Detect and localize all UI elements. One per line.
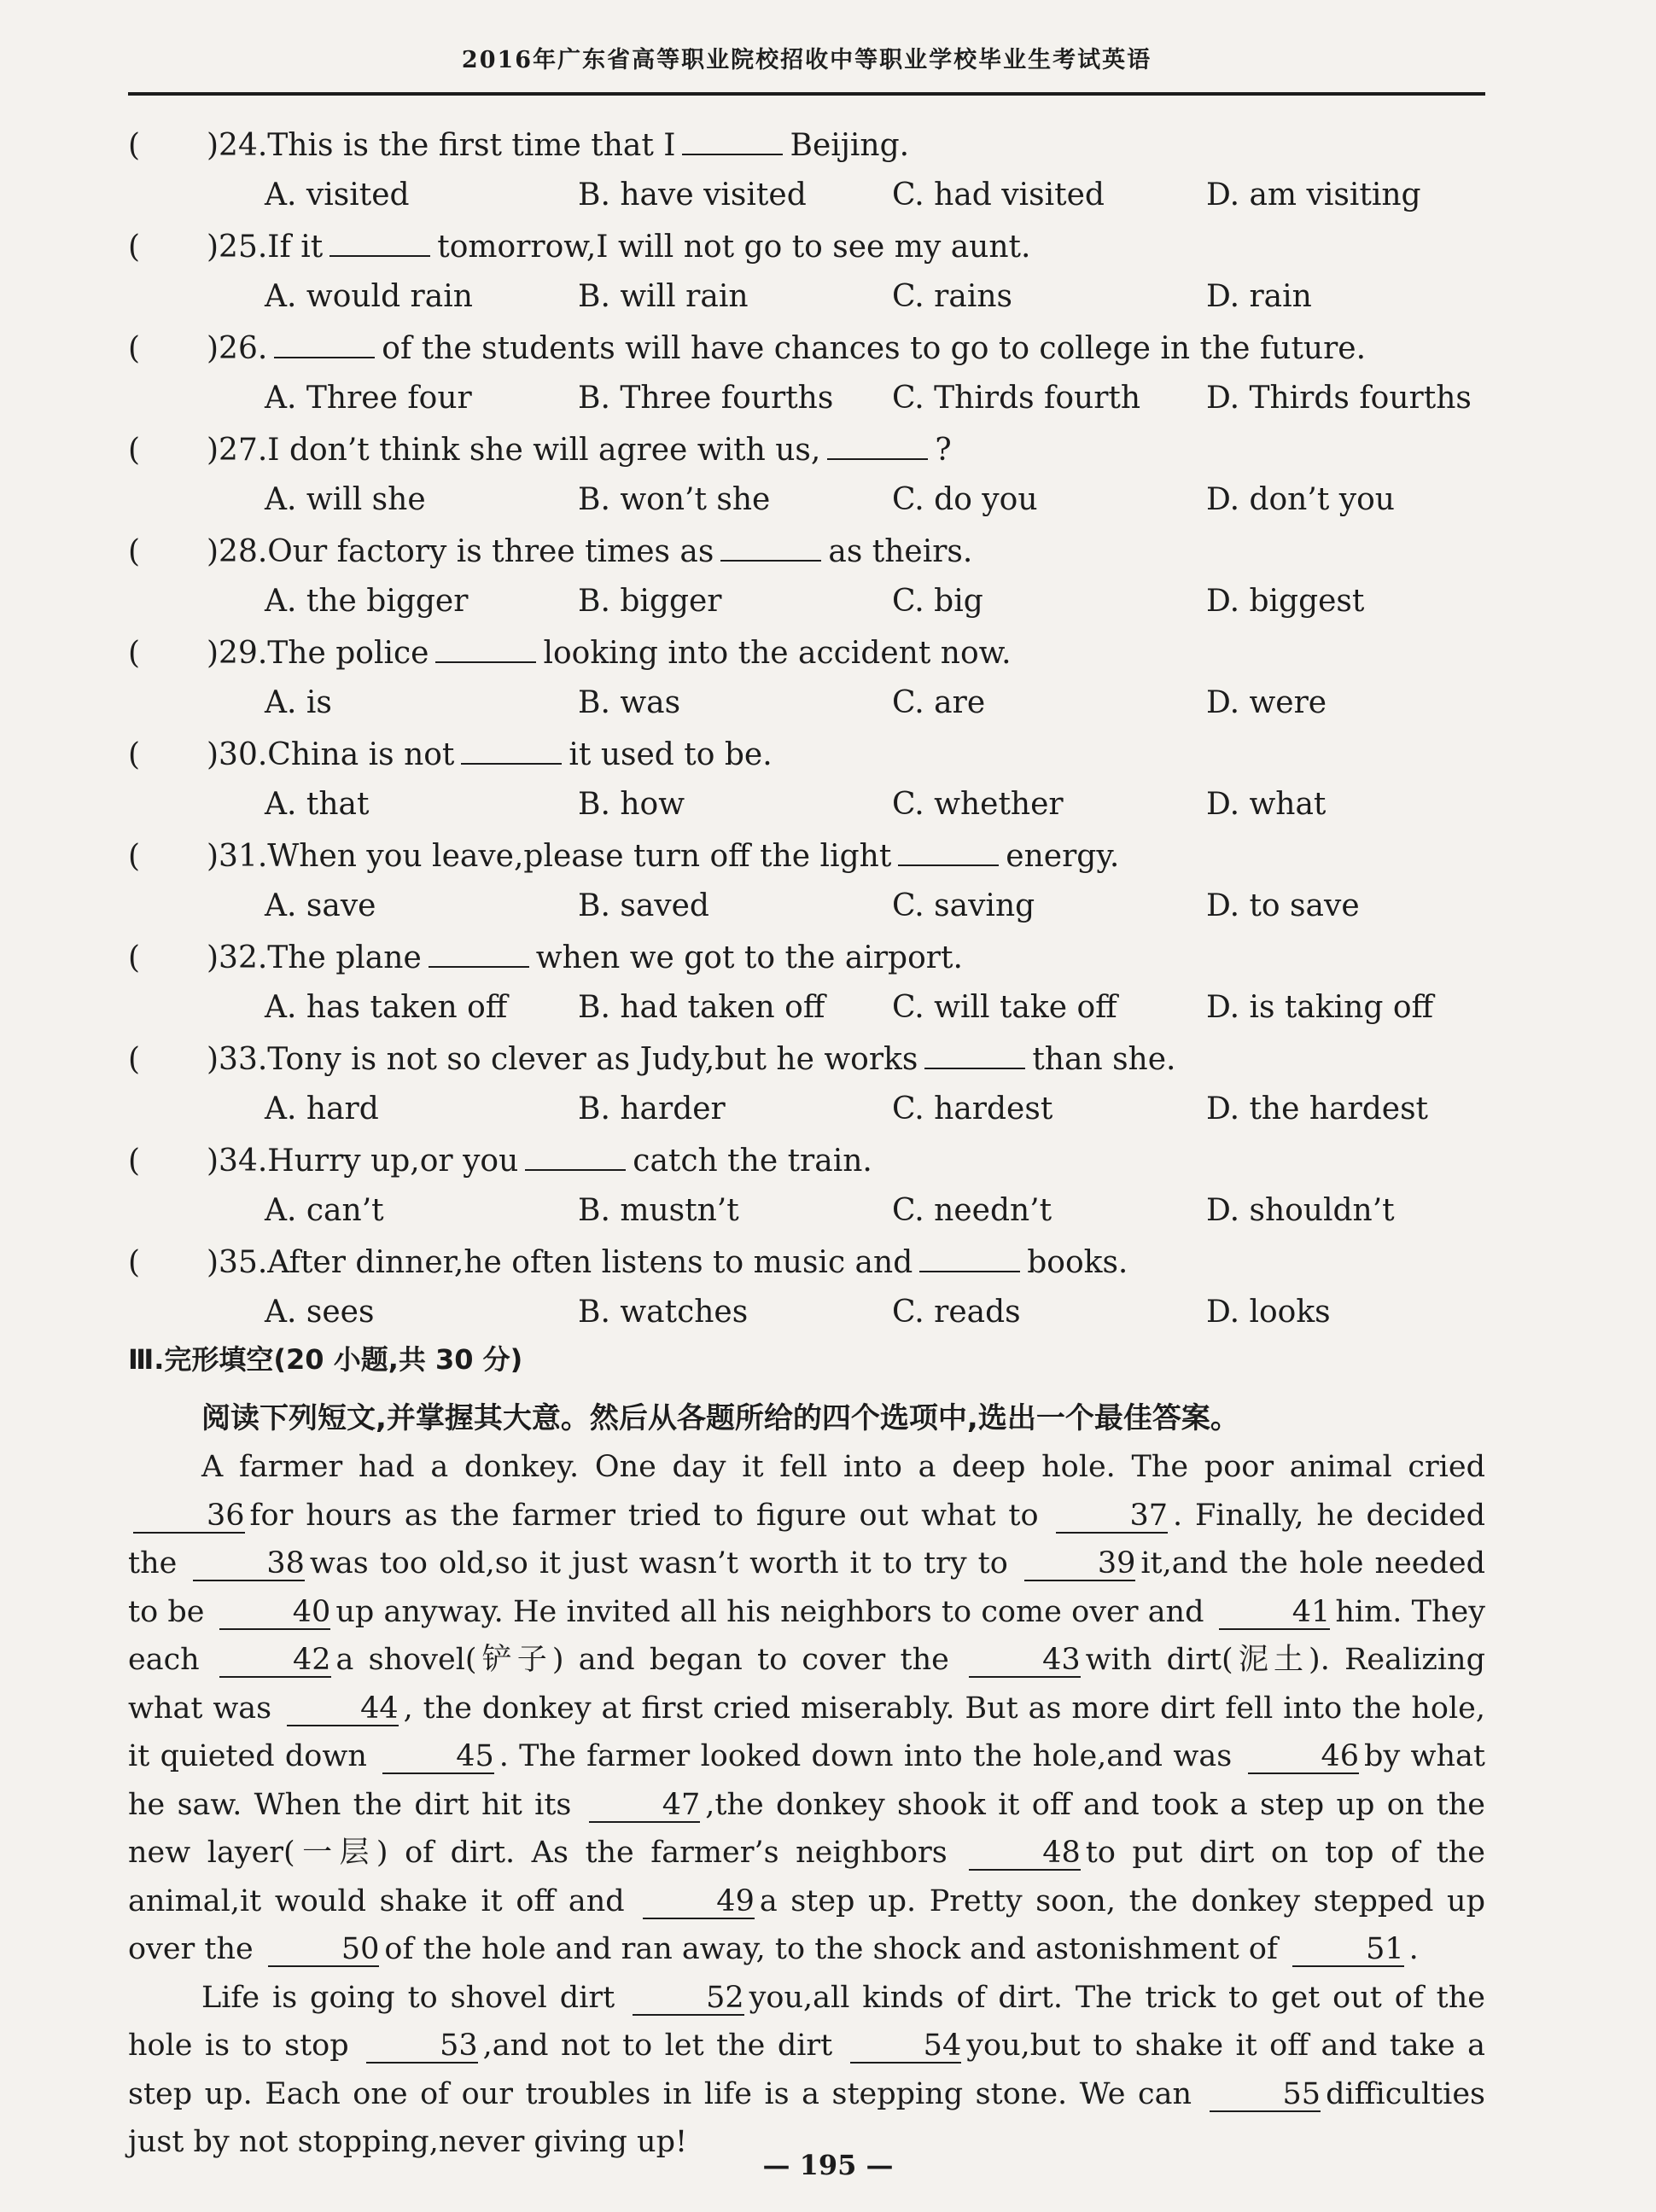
question-item (128, 1042, 1485, 1144)
answer-option[interactable]: A. sees (265, 1295, 375, 1330)
cloze-blank[interactable]: 48 (969, 1837, 1081, 1871)
cloze-blank[interactable]: 41 (1219, 1596, 1331, 1630)
question-item (128, 839, 1485, 940)
question-text-before-blank: If it (267, 230, 324, 265)
question-item (128, 1245, 1485, 1347)
passage-text: by what he saw. When the dirt hit its (128, 1739, 1485, 1822)
answer-paren[interactable]: ( (128, 839, 141, 874)
answer-option[interactable]: D. what (1206, 787, 1327, 822)
cloze-blank[interactable]: 53 (366, 2029, 478, 2064)
answer-option[interactable]: A. that (265, 787, 370, 822)
answer-option[interactable]: B. Three fourths (578, 381, 834, 416)
question-item (128, 534, 1485, 636)
cloze-blank[interactable]: 45 (382, 1740, 494, 1774)
question-text-after-blank: ? (935, 433, 952, 468)
passage-text: . (1408, 1932, 1419, 1966)
question-text-before-blank: I don’t think she will agree with us, (267, 433, 821, 468)
fill-in-blank[interactable] (461, 739, 562, 765)
answer-option[interactable]: D. Thirds fourths (1206, 381, 1472, 416)
fill-in-blank[interactable] (274, 333, 375, 358)
cloze-blank[interactable]: 39 (1024, 1547, 1136, 1581)
cloze-blank[interactable]: 50 (268, 1933, 380, 1967)
question-item (128, 230, 1485, 331)
answer-option[interactable]: A. has taken off (265, 990, 508, 1025)
answer-paren[interactable]: ( (128, 128, 141, 163)
question-text-before-blank: The plane (267, 940, 422, 975)
question-number: )34. (207, 1144, 268, 1179)
passage-text: up anyway. He invited all his neighbors to come over and (335, 1594, 1204, 1629)
answer-option[interactable]: B. watches (578, 1295, 749, 1330)
answer-option[interactable]: A. is (265, 685, 332, 720)
answer-option[interactable]: A. will she (265, 482, 426, 517)
cloze-blank[interactable]: 44 (287, 1692, 399, 1726)
question-text-after-blank: energy. (1006, 839, 1120, 874)
answer-option[interactable]: D. the hardest (1206, 1091, 1429, 1126)
cloze-section (128, 1338, 1485, 2167)
question-text-after-blank: when we got to the airport. (535, 940, 963, 975)
answer-option[interactable]: A. would rain (265, 279, 473, 314)
question-text-before-blank: After dinner,he often listens to music and (267, 1245, 913, 1280)
section-instruction: 阅读下列短文,并掌握其大意。然后从各题所给的四个选项中,选出一个最佳答案。 (201, 1401, 1239, 1435)
answer-option[interactable]: D. is taking off (1206, 990, 1434, 1025)
answer-option[interactable]: B. bigger (578, 584, 722, 619)
answer-option[interactable]: C. big (892, 584, 983, 619)
question-stem (128, 1245, 1128, 1280)
answer-option[interactable]: A. save (265, 888, 376, 923)
question-text-after-blank: catch the train. (633, 1144, 872, 1179)
answer-paren[interactable]: ( (128, 1245, 141, 1280)
question-stem (128, 433, 952, 468)
answer-option[interactable]: C. are (892, 685, 986, 720)
passage-text: you,all kinds of dirt. The trick to get out of the hole is to stop (128, 1980, 1485, 2063)
question-item (128, 636, 1485, 737)
question-number: )27. (207, 433, 268, 468)
question-number: )24. (207, 128, 268, 163)
cloze-blank[interactable]: 38 (193, 1547, 305, 1581)
question-item (128, 940, 1485, 1042)
question-text-after-blank: books. (1027, 1245, 1128, 1280)
answer-option[interactable]: A. can’t (265, 1193, 384, 1228)
passage-text: Life is going to shovel dirt (201, 1980, 615, 2015)
answer-option[interactable]: B. have visited (578, 178, 807, 212)
answer-paren[interactable]: ( (128, 1042, 141, 1077)
answer-option[interactable]: C. do you (892, 482, 1038, 517)
page-number: — 195 — (762, 2149, 894, 2181)
passage-text: . Finally, he decided the (128, 1498, 1485, 1580)
question-stem (128, 128, 909, 163)
fill-in-blank[interactable] (919, 1247, 1020, 1272)
fill-in-blank[interactable] (682, 130, 783, 155)
cloze-blank[interactable]: 40 (219, 1596, 331, 1630)
question-number: )28. (207, 534, 268, 569)
passage-text: you,but to shake it off and take a step up. Each one of our troubles in life is a stepping stone. We can (128, 2029, 1485, 2111)
question-text-before-blank: Tony is not so clever as Judy,but he works (267, 1042, 918, 1077)
answer-option[interactable]: D. looks (1206, 1295, 1331, 1330)
answer-option[interactable]: B. won’t she (578, 482, 771, 517)
passage-text: A farmer had a donkey. One day it fell into a deep hole. The poor animal cried (201, 1450, 1485, 1484)
question-number: )30. (207, 737, 268, 772)
answer-option[interactable]: D. shouldn’t (1206, 1193, 1395, 1228)
question-number: )35. (207, 1245, 268, 1280)
passage-text: for hours as the farmer tried to figure out what to (249, 1498, 1039, 1533)
answer-option[interactable]: C. reads (892, 1295, 1021, 1330)
passage-text: . The farmer looked down into the hole,and was (499, 1739, 1233, 1773)
answer-option[interactable]: B. mustn’t (578, 1193, 739, 1228)
passage-text: of the hole and ran away, to the shock and astonishment of (384, 1932, 1278, 1966)
answer-option[interactable]: A. Three four (265, 381, 472, 416)
question-stem (128, 636, 1012, 671)
passage-text: it,and the hole needed to be (128, 1546, 1485, 1629)
passage-paragraph-2 (128, 1974, 1485, 2167)
question-stem (128, 940, 963, 975)
answer-option[interactable]: D. biggest (1206, 584, 1365, 619)
question-item (128, 331, 1485, 433)
question-stem (128, 534, 972, 569)
answer-option[interactable]: C. Thirds fourth (892, 381, 1141, 416)
answer-paren[interactable]: ( (128, 230, 141, 265)
fill-in-blank[interactable] (329, 231, 430, 257)
fill-in-blank[interactable] (429, 942, 529, 968)
passage-text: a shovel(铲子) and began to cover the (335, 1643, 949, 1677)
question-stem (128, 839, 1119, 874)
question-text-after-blank: tomorrow,I will not go to see my aunt. (437, 230, 1031, 265)
answer-option[interactable]: D. don’t you (1206, 482, 1395, 517)
question-text-before-blank: Hurry up,or you (267, 1144, 519, 1179)
passage-text: ,and not to let the dirt (482, 2029, 833, 2063)
answer-paren[interactable]: ( (128, 433, 141, 468)
cloze-blank[interactable]: 36 (133, 1499, 245, 1534)
answer-paren[interactable]: ( (128, 737, 141, 772)
question-stem (128, 1144, 872, 1179)
question-number: )25. (207, 230, 268, 265)
fill-in-blank[interactable] (827, 434, 928, 460)
question-text-after-blank: than she. (1032, 1042, 1176, 1077)
question-number: )32. (207, 940, 268, 975)
answer-option[interactable]: B. had taken off (578, 990, 825, 1025)
answer-option[interactable]: C. rains (892, 279, 1012, 314)
answer-option[interactable]: C. saving (892, 888, 1035, 923)
question-number: )33. (207, 1042, 268, 1077)
cloze-blank[interactable]: 54 (850, 2029, 962, 2064)
cloze-blank[interactable]: 52 (633, 1982, 744, 2016)
passage-paragraph-1 (128, 1443, 1485, 1974)
question-stem (128, 230, 1030, 265)
question-text-before-blank: The police (267, 636, 429, 671)
passage-text: him. They each (128, 1594, 1486, 1677)
question-text-before-blank: When you leave,please turn off the light (267, 839, 892, 874)
fill-in-blank[interactable] (924, 1044, 1025, 1069)
answer-option[interactable]: D. were (1206, 685, 1327, 720)
answer-option[interactable]: C. whether (892, 787, 1064, 822)
answer-option[interactable]: D. am visiting (1206, 178, 1421, 212)
answer-option[interactable]: C. had visited (892, 178, 1105, 212)
question-text-after-blank: as theirs. (828, 534, 973, 569)
passage-text: , the donkey at first cried miserably. But as more dirt fell into the hole, it quieted down (128, 1691, 1485, 1773)
answer-paren[interactable]: ( (128, 1144, 141, 1179)
question-stem (128, 737, 773, 772)
passage-text: ,the donkey shook it off and took a step up on the new layer(一层) of dirt. As the farmer’s neighbors (128, 1787, 1485, 1870)
passage-text: a step up. Pretty soon, the donkey stepped up over the (128, 1883, 1485, 1966)
answer-option[interactable]: C. will take off (892, 990, 1117, 1025)
cloze-blank[interactable]: 51 (1292, 1933, 1404, 1967)
section-title: Ⅲ.完形填空(20 小题,共 30 分) (128, 1343, 523, 1376)
answer-option[interactable]: A. the bigger (265, 584, 469, 619)
answer-paren[interactable]: ( (128, 940, 141, 975)
answer-option[interactable]: B. harder (578, 1091, 726, 1126)
passage-text: with dirt(泥土). Realizing what was (128, 1643, 1485, 1726)
question-text-after-blank: it used to be. (569, 737, 773, 772)
cloze-blank[interactable]: 49 (643, 1885, 755, 1919)
answer-paren[interactable]: ( (128, 331, 141, 366)
question-text-before-blank: This is the first time that I (267, 128, 676, 163)
cloze-blank[interactable]: 46 (1248, 1740, 1360, 1774)
answer-option[interactable]: B. was (578, 685, 681, 720)
cloze-blank[interactable]: 42 (219, 1644, 331, 1678)
answer-paren[interactable]: ( (128, 534, 141, 569)
answer-option[interactable]: A. visited (265, 178, 410, 212)
question-item (128, 433, 1485, 534)
fill-in-blank[interactable] (720, 536, 821, 562)
passage-text: difficulties just by not stopping,never giving up! (128, 2076, 1485, 2159)
answer-option[interactable]: A. hard (265, 1091, 379, 1126)
question-list (128, 128, 1485, 1347)
answer-paren[interactable]: ( (128, 636, 141, 671)
fill-in-blank[interactable] (435, 637, 536, 663)
cloze-blank[interactable]: 43 (969, 1644, 1081, 1678)
question-item (128, 737, 1485, 839)
fill-in-blank[interactable] (898, 841, 999, 866)
answer-option[interactable]: B. saved (578, 888, 709, 923)
answer-option[interactable]: C. needn’t (892, 1193, 1052, 1228)
fill-in-blank[interactable] (525, 1145, 626, 1171)
question-stem (128, 1042, 1175, 1077)
passage-text: was too old,so it just wasn’t worth it to try to (309, 1546, 1008, 1580)
question-number: )29. (207, 636, 268, 671)
answer-option[interactable]: B. how (578, 787, 685, 822)
question-item (128, 128, 1485, 230)
question-number: )26. (207, 331, 268, 366)
answer-option[interactable]: D. rain (1206, 279, 1312, 314)
header-rule (128, 92, 1485, 96)
cloze-passage (128, 1443, 1485, 2167)
question-text-after-blank: of the students will have chances to go to college in the future. (382, 331, 1367, 366)
passage-text: to put dirt on top of the animal,it would shake it off and (128, 1836, 1485, 1918)
question-stem (128, 331, 1366, 366)
cloze-blank[interactable]: 37 (1056, 1499, 1168, 1534)
question-text-before-blank: China is not (267, 737, 455, 772)
answer-option[interactable]: B. will rain (578, 279, 749, 314)
question-text-after-blank: looking into the accident now. (543, 636, 1012, 671)
cloze-blank[interactable]: 47 (589, 1789, 701, 1823)
cloze-blank[interactable]: 55 (1210, 2078, 1321, 2112)
question-number: )31. (207, 839, 268, 874)
question-item (128, 1144, 1485, 1245)
question-text-before-blank: Our factory is three times as (267, 534, 714, 569)
question-text-after-blank: Beijing. (790, 128, 910, 163)
page-header-title: 2016年广东省高等职业院校招收中等职业学校毕业生考试英语 (461, 47, 1152, 73)
answer-option[interactable]: D. to save (1206, 888, 1360, 923)
answer-option[interactable]: C. hardest (892, 1091, 1053, 1126)
